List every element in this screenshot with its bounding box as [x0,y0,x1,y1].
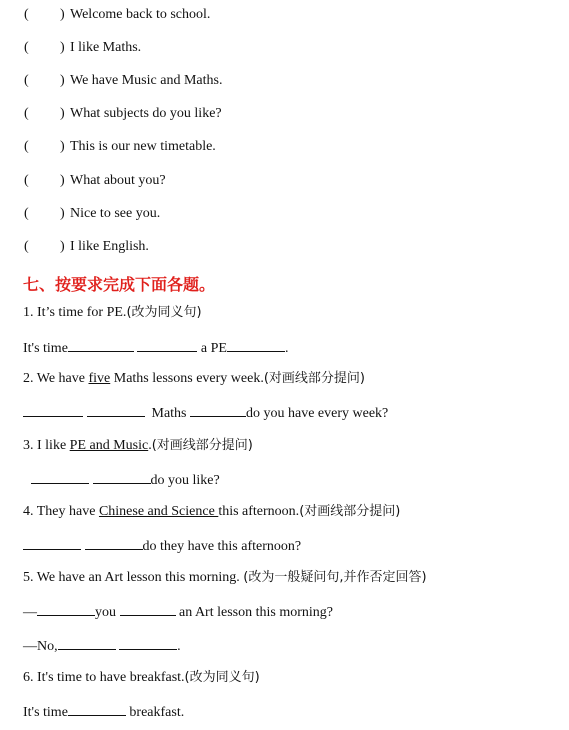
question-text: this afternoon. [218,504,300,519]
question-6 [23,669,260,687]
answer-line-1 [23,338,288,358]
answer-line-3 [31,470,220,490]
answer-paren-open: ( [24,173,29,188]
question-3 [23,437,253,455]
section-heading: 七、按要求完成下面各题。 [23,275,216,294]
answer-paren-open: ( [24,206,29,221]
answer-blank[interactable] [119,636,177,650]
answer-blank[interactable] [68,702,126,716]
question-5 [23,569,427,587]
answer-line-4 [23,536,301,556]
answer-blank[interactable] [58,636,116,650]
sentence-text: What subjects do you like? [70,106,222,121]
answer-paren-close: ) [60,139,65,154]
question-text: 3. I like [23,438,70,453]
sentence-text: I like English. [70,239,149,254]
question-instruction: (改为同义句) [126,305,202,320]
answer-blank[interactable] [23,403,83,417]
answer-line-2 [23,403,388,423]
answer-end: an Art lesson this morning? [179,605,333,620]
answer-line-5a [23,602,333,622]
question-text: 5. We have an Art lesson this morning. [23,570,244,585]
answer-paren-close: ) [60,106,65,121]
question-text: 1. It’s time for PE. [23,305,127,320]
question-instruction: (改为一般疑问句,并作否定回答) [243,570,427,585]
answer-blank[interactable] [37,602,95,616]
answer-blank[interactable] [23,536,81,550]
answer-blank[interactable] [31,470,89,484]
answer-paren-close: ) [60,206,65,221]
answer-blank[interactable] [137,338,197,352]
answer-blank[interactable] [87,403,145,417]
answer-line-6 [23,702,184,722]
question-text: . [148,438,152,453]
answer-end: do you like? [150,473,220,488]
underlined-text: Chinese and Science [98,504,219,519]
question-instruction: (对画线部分提问) [299,504,401,519]
question-1 [23,304,202,322]
question-instruction: (对画线部分提问) [151,438,253,453]
answer-blank[interactable] [227,338,285,352]
answer-text: Maths [151,406,187,421]
sentence-text: We have Music and Maths. [70,73,223,88]
answer-paren-close: ) [60,40,65,55]
answer-end: do they have this afternoon? [142,539,302,554]
sentence-text: This is our new timetable. [70,139,216,154]
sentence-text: I like Maths. [70,40,142,55]
answer-paren-open: ( [24,106,29,121]
sentence-text: Welcome back to school. [70,7,211,22]
answer-prefix: It's time [23,705,68,720]
answer-blank[interactable] [93,470,151,484]
sentence-text: Nice to see you. [70,206,161,221]
question-instruction: (对画线部分提问) [263,371,365,386]
answer-line-5b [23,636,181,656]
answer-prefix: It's time [23,341,68,356]
answer-paren-open: ( [24,239,29,254]
answer-end: do you have every week? [246,406,389,421]
answer-blank[interactable] [120,602,176,616]
underlined-text: PE and Music [69,438,149,453]
answer-paren-open: ( [24,40,29,55]
answer-end: . [177,639,181,654]
answer-paren-close: ) [60,239,65,254]
answer-paren-open: ( [24,139,29,154]
answer-start: —No, [23,639,58,654]
answer-paren-open: ( [24,7,29,22]
answer-dash: — [23,605,37,620]
answer-paren-close: ) [60,173,65,188]
answer-paren-close: ) [60,7,65,22]
answer-blank[interactable] [85,536,143,550]
answer-blank[interactable] [68,338,134,352]
question-2 [23,370,365,388]
question-text: 6. It's time to have breakfast. [23,670,185,685]
answer-text: you [95,605,116,620]
question-text: Maths lessons every week. [110,371,264,386]
answer-end: breakfast. [125,705,185,720]
answer-end: . [284,341,289,356]
question-4 [23,503,400,521]
question-instruction: (改为同义句) [184,670,260,685]
answer-paren-close: ) [60,73,65,88]
underlined-text: five [88,371,111,386]
sentence-text: What about you? [70,173,166,188]
answer-text: a PE [200,341,227,356]
answer-blank[interactable] [190,403,246,417]
question-text: 2. We have [23,371,89,386]
answer-paren-open: ( [24,73,29,88]
question-text: 4. They have [23,504,99,519]
